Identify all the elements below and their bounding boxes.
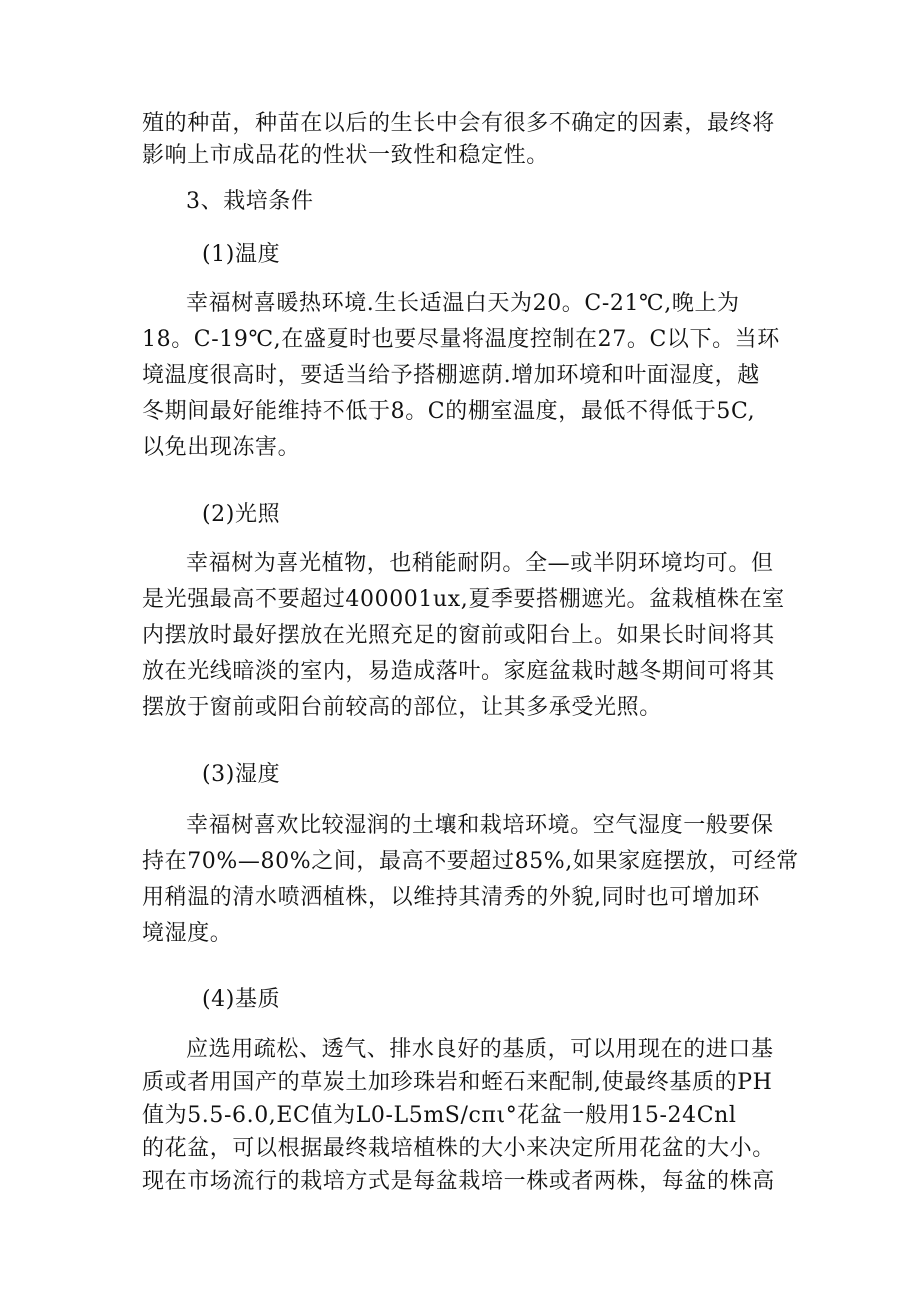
- paragraph-line: 持在70%—80%之间，最高不要超过85%,如果家庭摆放，可经常: [142, 849, 799, 874]
- paragraph-line: 质或者用国产的草炭土加珍珠岩和蛭石来配制,使最终基质的PH: [142, 1070, 773, 1095]
- subsection-heading: (4)基质: [202, 987, 281, 1012]
- paragraph-line: 境温度很高时，要适当给予搭棚遮荫.增加环境和叶面湿度，越: [142, 363, 760, 388]
- paragraph-line: 内摆放时最好摆放在光照充足的窗前或阳台上。如果长时间将其: [142, 623, 775, 648]
- paragraph-line: 18。C-19℃,在盛夏时也要尽量将温度控制在27。C以下。当环: [142, 327, 780, 352]
- paragraph-line: 应选用疏松、透气、排水良好的基质，可以用现在的进口基: [186, 1037, 774, 1062]
- paragraph-line: 幸福树喜欢比较湿润的土壤和栽培环境。空气湿度一般要保: [186, 813, 774, 838]
- subsection-heading: (3)湿度: [202, 762, 281, 787]
- paragraph-line: 以免出现冻害。: [142, 435, 301, 460]
- paragraph-line: 幸福树喜暖热环境.生长适温白天为20。C-21℃,晚上为: [186, 291, 740, 316]
- paragraph-line: 的花盆，可以根据最终栽培植株的大小来决定所用花盆的大小。: [142, 1136, 775, 1161]
- paragraph-line: 摆放于窗前或阳台前较高的部位，让其多承受光照。: [142, 695, 662, 720]
- paragraph-line: 现在市场流行的栽培方式是每盆栽培一株或者两株，每盆的株高: [142, 1169, 775, 1194]
- paragraph-line: 幸福树为喜光植物，也稍能耐阴。全—或半阴环境均可。但: [186, 551, 774, 576]
- paragraph-line: 冬期间最好能维持不低于8。C的棚室温度，最低不得低于5C,: [142, 399, 756, 424]
- paragraph-line: 是光强最高不要超过400001ux,夏季要搭棚遮光。盆栽植株在室: [142, 587, 785, 612]
- paragraph-line: 境湿度。: [142, 921, 233, 946]
- paragraph-line: 殖的种苗，种苗在以后的生长中会有很多不确定的因素，最终将: [142, 111, 775, 136]
- section-heading: 3、栽培条件: [186, 189, 314, 214]
- subsection-heading: (1)温度: [202, 242, 281, 267]
- paragraph-line: 放在光线暗淡的室内，易造成落叶。家庭盆栽时越冬期间可将其: [142, 659, 775, 684]
- paragraph-line: 值为5.5-6.0,EC值为L0-L5mS/cπι°花盆一般用15-24Cnl: [142, 1103, 737, 1128]
- paragraph-line: 用稍温的清水喷洒植株，以维持其清秀的外貌,同时也可增加环: [142, 885, 760, 910]
- subsection-heading: (2)光照: [202, 502, 281, 527]
- paragraph-line: 影响上市成品花的性状一致性和稳定性。: [142, 143, 549, 168]
